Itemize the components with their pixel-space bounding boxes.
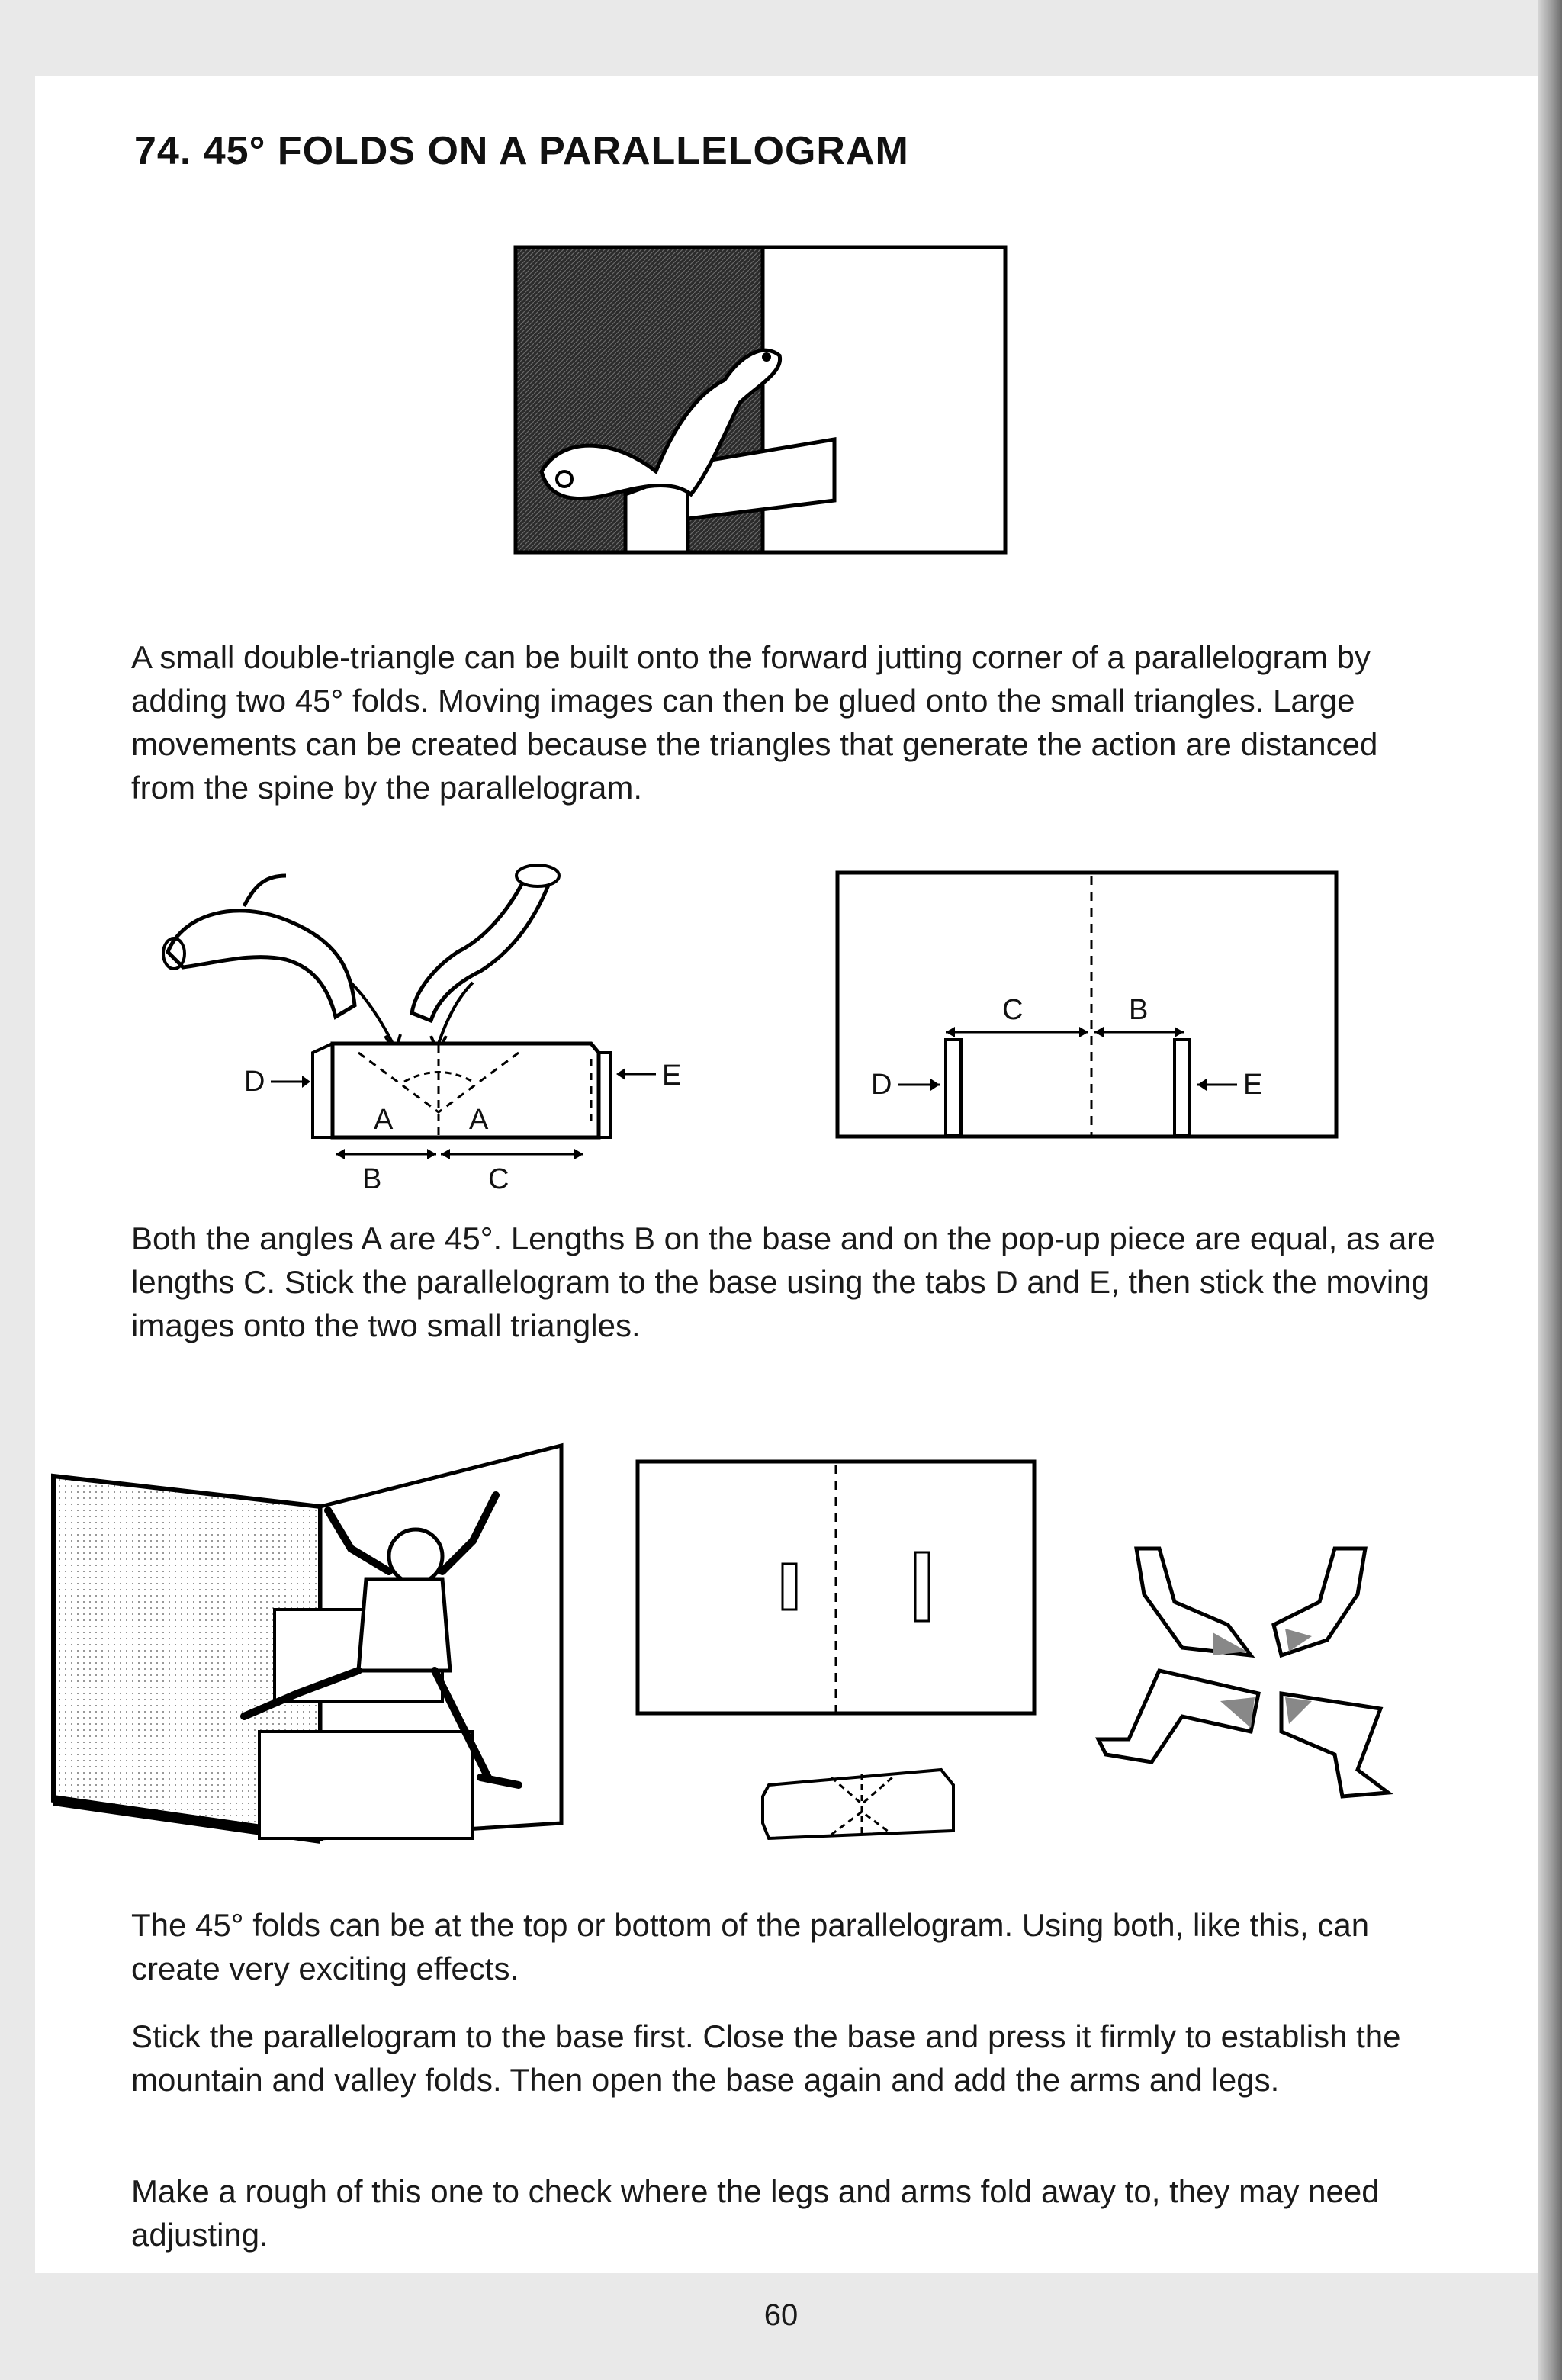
diagram-base-card bbox=[833, 868, 1344, 1143]
book-spine-edge bbox=[1538, 0, 1562, 2380]
base-label-b: B bbox=[1129, 994, 1149, 1026]
illustration-popup-man bbox=[46, 1442, 572, 1854]
paragraph-intro: A small double-triangle can be built onto the forward jutting corner of a parallelogram by adding two 45° folds. Moving images can then be glued onto the small triangles. Large movements can be created because the triangles that generate the action are distanced from the spine by the parallelogram. bbox=[131, 639, 1378, 806]
label-c: C bbox=[488, 1163, 509, 1195]
base-label-e: E bbox=[1243, 1069, 1263, 1101]
page-title: 74. 45° FOLDS ON A PARALLELOGRAM bbox=[134, 129, 909, 173]
illustration-limb-cutouts bbox=[1083, 1533, 1419, 1823]
paragraph-rough: Make a rough of this one to check where the legs and arms fold away to, they may need adjusting. bbox=[131, 2173, 1380, 2253]
base-label-c: C bbox=[1002, 994, 1024, 1026]
label-a-left: A bbox=[374, 1104, 394, 1136]
illustration-popup-fish bbox=[511, 243, 1014, 563]
diagram-popup-piece bbox=[153, 853, 702, 1204]
label-b: B bbox=[362, 1163, 382, 1195]
label-a-right: A bbox=[469, 1104, 489, 1136]
paragraph-both: The 45° folds can be at the top or bottom of the parallelogram. Using both, like this, can create very exciting effects. bbox=[131, 1907, 1370, 1986]
page-number: 60 bbox=[763, 2298, 799, 2332]
base-label-d: D bbox=[871, 1069, 892, 1101]
paragraph-stick: Stick the parallelogram to the base first. Close the base and press it firmly to establish the mountain and valley folds. Then open the base again and add the arms and legs. bbox=[131, 2018, 1401, 2098]
label-d: D bbox=[244, 1066, 265, 1098]
diagram-flat-base-and-piece bbox=[633, 1457, 1045, 1869]
label-e: E bbox=[662, 1060, 682, 1092]
paragraph-angles: Both the angles A are 45°. Lengths B on the base and on the pop-up piece are equal, as are lengths C. Stick the parallelogram to the base using the tabs D and E, then stick the moving images onto the two small triangles. bbox=[131, 1221, 1435, 1343]
